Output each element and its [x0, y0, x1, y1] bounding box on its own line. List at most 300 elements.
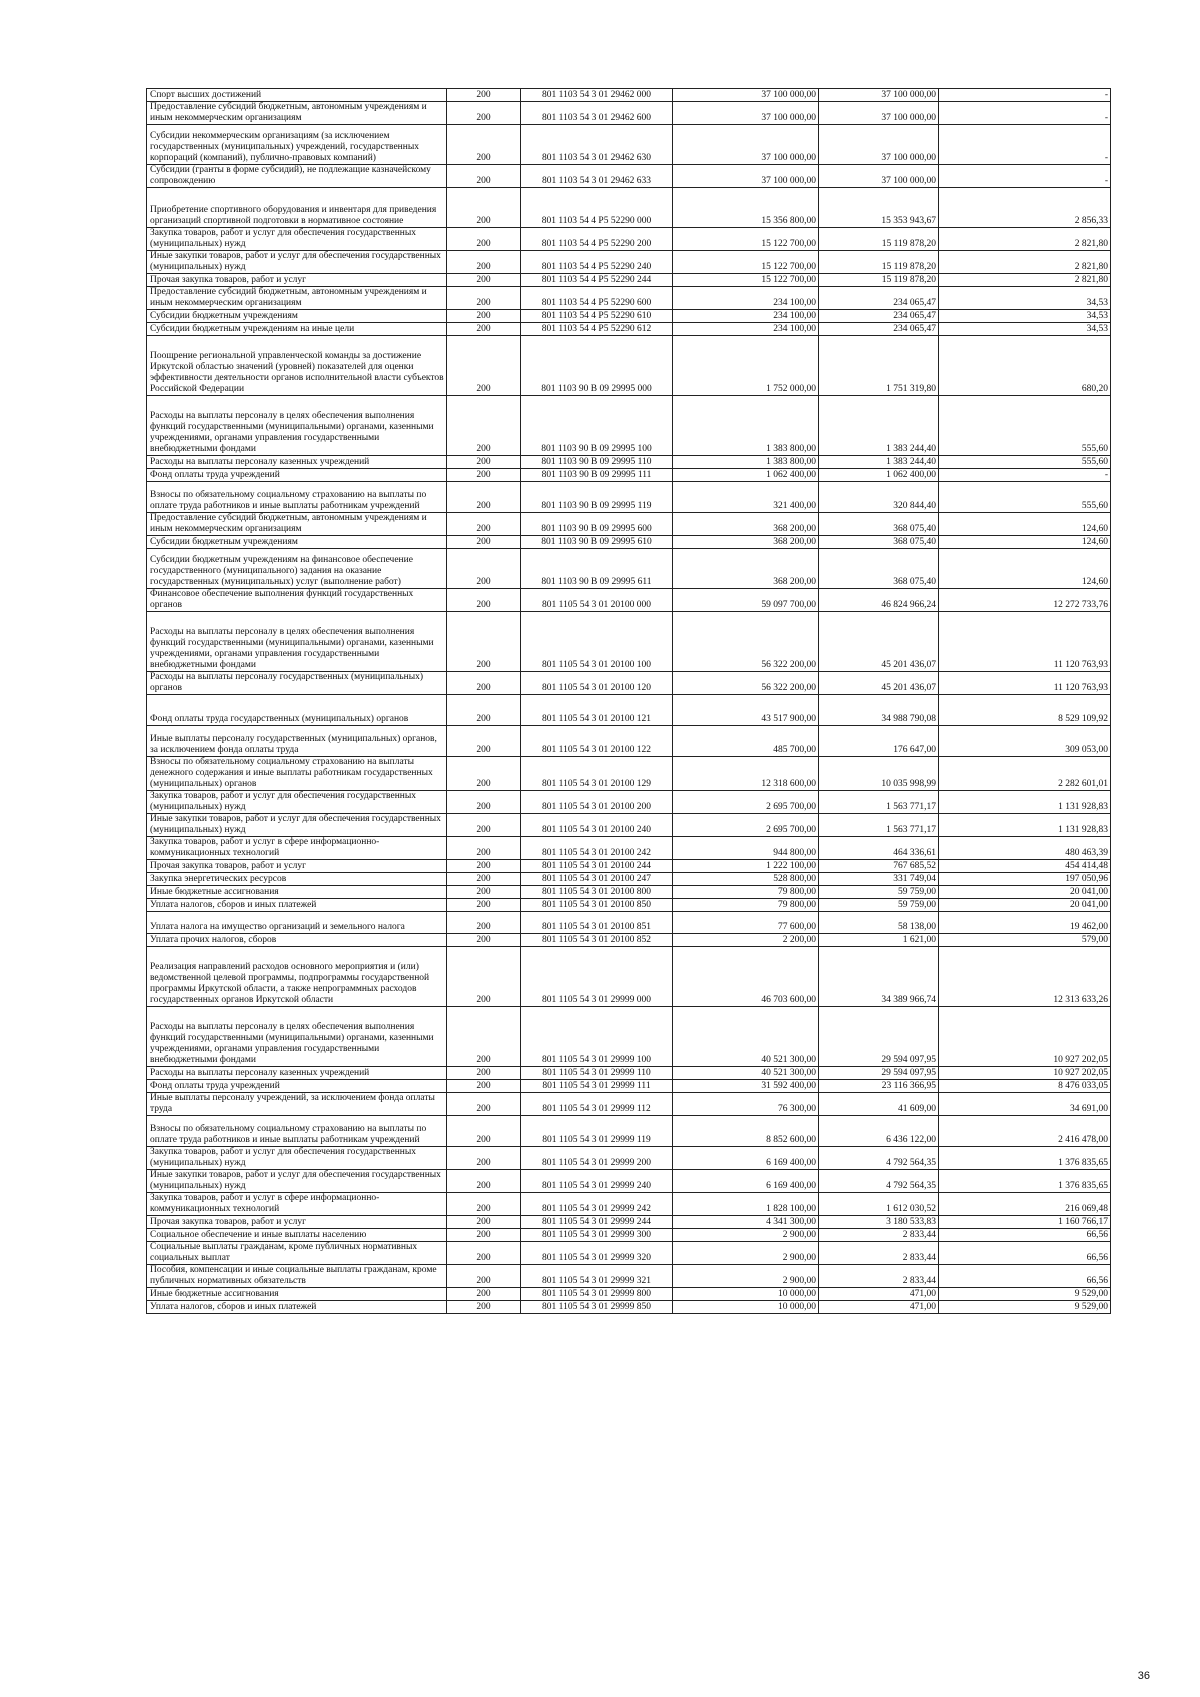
row-line-code: 200 — [447, 873, 521, 886]
row-budget-code: 801 1103 54 3 01 29462 633 — [521, 165, 673, 188]
row-name: Спорт высших достижений — [147, 89, 447, 102]
table-row — [147, 287, 1111, 310]
row-executed: 2 833,44 — [819, 1242, 939, 1265]
row-budget-code: 801 1103 54 4 P5 52290 600 — [521, 287, 673, 310]
row-unexecuted: 2 821,80 — [939, 274, 1111, 287]
row-name: Расходы на выплаты персоналу в целях обеспечения выполнения функций государственными (муниципальными) органами, казенными учреждениями, органами управления государственными внебюджетными фондами — [147, 396, 447, 456]
row-line-code: 200 — [447, 1093, 521, 1116]
row-name: Прочая закупка товаров, работ и услуг — [147, 274, 447, 287]
row-unexecuted: 555,60 — [939, 396, 1111, 456]
row-budget-code: 801 1105 54 3 01 20100 851 — [521, 912, 673, 934]
table-row — [147, 899, 1111, 912]
row-line-code: 200 — [447, 536, 521, 549]
table-row — [147, 947, 1111, 1007]
row-line-code: 200 — [447, 274, 521, 287]
row-approved: 234 100,00 — [673, 323, 819, 336]
table-row — [147, 513, 1111, 536]
row-executed: 368 075,40 — [819, 549, 939, 589]
row-unexecuted: 2 821,80 — [939, 228, 1111, 251]
row-budget-code: 801 1105 54 3 01 20100 100 — [521, 612, 673, 672]
row-line-code: 200 — [447, 912, 521, 934]
row-approved: 10 000,00 — [673, 1301, 819, 1314]
table-row — [147, 188, 1111, 228]
row-executed: 15 119 878,20 — [819, 251, 939, 274]
row-line-code: 200 — [447, 549, 521, 589]
table-row — [147, 1242, 1111, 1265]
row-unexecuted: 1 376 835,65 — [939, 1170, 1111, 1193]
row-name: Социальные выплаты гражданам, кроме публичных нормативных социальных выплат — [147, 1242, 447, 1265]
row-name: Реализация направлений расходов основного мероприятия и (или) ведомственной целевой программы, подпрограммы государственной программы Иркутской области, а также непрограммных расходов государственных органов Иркутской области — [147, 947, 447, 1007]
row-unexecuted: 10 927 202,05 — [939, 1067, 1111, 1080]
row-approved: 79 800,00 — [673, 899, 819, 912]
row-line-code: 200 — [447, 947, 521, 1007]
table-row — [147, 1193, 1111, 1216]
row-unexecuted: 555,60 — [939, 482, 1111, 513]
row-approved: 2 695 700,00 — [673, 814, 819, 837]
table-row — [147, 536, 1111, 549]
table-row — [147, 336, 1111, 396]
row-line-code: 200 — [447, 1216, 521, 1229]
row-executed: 234 065,47 — [819, 287, 939, 310]
row-unexecuted: 2 416 478,00 — [939, 1116, 1111, 1147]
row-name: Субсидии некоммерческим организациям (за исключением государственных (муниципальных) учреждений, государственных корпораций (компаний), публично-правовых компаний) — [147, 125, 447, 165]
row-approved: 321 400,00 — [673, 482, 819, 513]
row-budget-code: 801 1105 54 3 01 29999 850 — [521, 1301, 673, 1314]
table-row — [147, 274, 1111, 287]
row-executed: 2 833,44 — [819, 1229, 939, 1242]
row-name: Финансовое обеспечение выполнения функций государственных органов — [147, 589, 447, 612]
row-executed: 37 100 000,00 — [819, 165, 939, 188]
table-body — [147, 89, 1111, 1314]
row-name: Расходы на выплаты персоналу государственных (муниципальных) органов — [147, 672, 447, 695]
row-name: Закупка товаров, работ и услуг в сфере информационно-коммуникационных технологий — [147, 1193, 447, 1216]
row-unexecuted: 309 053,00 — [939, 726, 1111, 757]
table-row — [147, 1007, 1111, 1067]
row-approved: 2 695 700,00 — [673, 791, 819, 814]
row-line-code: 200 — [447, 336, 521, 396]
row-name: Расходы на выплаты персоналу казенных учреждений — [147, 1067, 447, 1080]
row-line-code: 200 — [447, 1147, 521, 1170]
table-row — [147, 1301, 1111, 1314]
row-budget-code: 801 1103 90 В 09 29995 610 — [521, 536, 673, 549]
row-unexecuted: 1 160 766,17 — [939, 1216, 1111, 1229]
row-budget-code: 801 1105 54 3 01 20100 850 — [521, 899, 673, 912]
row-budget-code: 801 1105 54 3 01 29999 300 — [521, 1229, 673, 1242]
row-name: Расходы на выплаты персоналу в целях обеспечения выполнения функций государственными (муниципальными) органами, казенными учреждениями, органами управления государственными внебюджетными фондами — [147, 1007, 447, 1067]
row-approved: 368 200,00 — [673, 536, 819, 549]
row-line-code: 200 — [447, 1007, 521, 1067]
row-budget-code: 801 1105 54 3 01 20100 240 — [521, 814, 673, 837]
row-unexecuted: 66,56 — [939, 1265, 1111, 1288]
row-unexecuted: 2 821,80 — [939, 251, 1111, 274]
table-row — [147, 251, 1111, 274]
row-name: Закупка товаров, работ и услуг для обеспечения государственных (муниципальных) нужд — [147, 228, 447, 251]
row-approved: 6 169 400,00 — [673, 1147, 819, 1170]
table-row — [147, 1147, 1111, 1170]
row-unexecuted: 680,20 — [939, 336, 1111, 396]
row-approved: 56 322 200,00 — [673, 672, 819, 695]
row-line-code: 200 — [447, 125, 521, 165]
row-name: Закупка энергетических ресурсов — [147, 873, 447, 886]
table-row — [147, 1265, 1111, 1288]
row-budget-code: 801 1105 54 3 01 20100 122 — [521, 726, 673, 757]
row-line-code: 200 — [447, 672, 521, 695]
row-approved: 37 100 000,00 — [673, 125, 819, 165]
row-unexecuted: 2 282 601,01 — [939, 757, 1111, 791]
row-executed: 1 621,00 — [819, 934, 939, 947]
row-budget-code: 801 1105 54 3 01 20100 247 — [521, 873, 673, 886]
row-budget-code: 801 1105 54 3 01 29999 242 — [521, 1193, 673, 1216]
table-row — [147, 726, 1111, 757]
row-unexecuted: 34,53 — [939, 310, 1111, 323]
row-unexecuted: 9 529,00 — [939, 1288, 1111, 1301]
row-executed: 1 383 244,40 — [819, 456, 939, 469]
row-budget-code: 801 1103 54 3 01 29462 600 — [521, 102, 673, 125]
row-budget-code: 801 1105 54 3 01 29999 112 — [521, 1093, 673, 1116]
row-approved: 485 700,00 — [673, 726, 819, 757]
row-executed: 45 201 436,07 — [819, 672, 939, 695]
row-line-code: 200 — [447, 323, 521, 336]
row-line-code: 200 — [447, 482, 521, 513]
row-approved: 77 600,00 — [673, 912, 819, 934]
row-approved: 15 356 800,00 — [673, 188, 819, 228]
row-approved: 12 318 600,00 — [673, 757, 819, 791]
row-name: Предоставление субсидий бюджетным, автономным учреждениям и иным некоммерческим организациям — [147, 513, 447, 536]
row-name: Закупка товаров, работ и услуг в сфере информационно-коммуникационных технологий — [147, 837, 447, 860]
row-unexecuted: - — [939, 165, 1111, 188]
row-unexecuted: 34,53 — [939, 287, 1111, 310]
row-executed: 471,00 — [819, 1301, 939, 1314]
row-name: Фонд оплаты труда государственных (муниципальных) органов — [147, 695, 447, 726]
row-name: Субсидии бюджетным учреждениям на финансовое обеспечение государственного (муниципального) задания на оказание государственных (муниципальных) услуг (выполнение работ) — [147, 549, 447, 589]
row-unexecuted: - — [939, 89, 1111, 102]
row-name: Субсидии бюджетным учреждениям — [147, 310, 447, 323]
row-approved: 6 169 400,00 — [673, 1170, 819, 1193]
table-row — [147, 860, 1111, 873]
table-row — [147, 934, 1111, 947]
row-name: Приобретение спортивного оборудования и инвентаря для приведения организаций спортивной подготовки в нормативное состояние — [147, 188, 447, 228]
row-approved: 40 521 300,00 — [673, 1007, 819, 1067]
row-executed: 45 201 436,07 — [819, 612, 939, 672]
row-line-code: 200 — [447, 886, 521, 899]
row-approved: 10 000,00 — [673, 1288, 819, 1301]
row-executed: 37 100 000,00 — [819, 89, 939, 102]
row-approved: 1 062 400,00 — [673, 469, 819, 482]
row-approved: 368 200,00 — [673, 549, 819, 589]
row-unexecuted: 1 131 928,83 — [939, 791, 1111, 814]
row-executed: 234 065,47 — [819, 323, 939, 336]
row-executed: 15 119 878,20 — [819, 228, 939, 251]
row-line-code: 200 — [447, 396, 521, 456]
row-line-code: 200 — [447, 726, 521, 757]
row-unexecuted: 19 462,00 — [939, 912, 1111, 934]
row-line-code: 200 — [447, 1229, 521, 1242]
row-line-code: 200 — [447, 791, 521, 814]
table-row — [147, 125, 1111, 165]
row-executed: 1 751 319,80 — [819, 336, 939, 396]
row-approved: 46 703 600,00 — [673, 947, 819, 1007]
row-budget-code: 801 1105 54 3 01 29999 119 — [521, 1116, 673, 1147]
row-line-code: 200 — [447, 1067, 521, 1080]
row-unexecuted: 124,60 — [939, 513, 1111, 536]
row-name: Субсидии бюджетным учреждениям — [147, 536, 447, 549]
row-budget-code: 801 1103 54 3 01 29462 000 — [521, 89, 673, 102]
row-approved: 1 828 100,00 — [673, 1193, 819, 1216]
row-approved: 43 517 900,00 — [673, 695, 819, 726]
table-row — [147, 323, 1111, 336]
table-row — [147, 1116, 1111, 1147]
row-name: Иные бюджетные ассигнования — [147, 1288, 447, 1301]
row-unexecuted: 124,60 — [939, 536, 1111, 549]
row-budget-code: 801 1105 54 3 01 20100 200 — [521, 791, 673, 814]
row-executed: 10 035 998,99 — [819, 757, 939, 791]
table-row — [147, 695, 1111, 726]
row-unexecuted: 454 414,48 — [939, 860, 1111, 873]
row-name: Иные закупки товаров, работ и услуг для обеспечения государственных (муниципальных) нужд — [147, 1170, 447, 1193]
row-name: Предоставление субсидий бюджетным, автономным учреждениям и иным некоммерческим организациям — [147, 102, 447, 125]
row-line-code: 200 — [447, 1116, 521, 1147]
table-row — [147, 1170, 1111, 1193]
row-executed: 1 612 030,52 — [819, 1193, 939, 1216]
row-approved: 4 341 300,00 — [673, 1216, 819, 1229]
row-budget-code: 801 1103 54 4 P5 52290 000 — [521, 188, 673, 228]
budget-execution-table — [146, 88, 1111, 1314]
row-approved: 15 122 700,00 — [673, 228, 819, 251]
row-budget-code: 801 1105 54 3 01 20100 121 — [521, 695, 673, 726]
row-unexecuted: 66,56 — [939, 1242, 1111, 1265]
row-budget-code: 801 1103 90 В 09 29995 100 — [521, 396, 673, 456]
row-line-code: 200 — [447, 310, 521, 323]
row-budget-code: 801 1105 54 3 01 29999 800 — [521, 1288, 673, 1301]
table-row — [147, 612, 1111, 672]
row-unexecuted: - — [939, 469, 1111, 482]
row-approved: 2 900,00 — [673, 1242, 819, 1265]
row-budget-code: 801 1105 54 3 01 20100 244 — [521, 860, 673, 873]
row-unexecuted: 124,60 — [939, 549, 1111, 589]
row-unexecuted: 20 041,00 — [939, 886, 1111, 899]
row-executed: 59 759,00 — [819, 886, 939, 899]
row-budget-code: 801 1103 90 В 09 29995 119 — [521, 482, 673, 513]
row-executed: 15 353 943,67 — [819, 188, 939, 228]
row-line-code: 200 — [447, 899, 521, 912]
row-unexecuted: 9 529,00 — [939, 1301, 1111, 1314]
row-line-code: 200 — [447, 934, 521, 947]
row-executed: 1 563 771,17 — [819, 814, 939, 837]
row-line-code: 200 — [447, 287, 521, 310]
row-line-code: 200 — [447, 695, 521, 726]
row-unexecuted: 579,00 — [939, 934, 1111, 947]
row-approved: 37 100 000,00 — [673, 89, 819, 102]
row-budget-code: 801 1103 90 В 09 29995 000 — [521, 336, 673, 396]
row-name: Расходы на выплаты персоналу в целях обеспечения выполнения функций государственными (муниципальными) органами, казенными учреждениями, органами управления государственными внебюджетными фондами — [147, 612, 447, 672]
table-row — [147, 912, 1111, 934]
row-approved: 1 752 000,00 — [673, 336, 819, 396]
row-name: Уплата налогов, сборов и иных платежей — [147, 899, 447, 912]
table-row — [147, 1288, 1111, 1301]
row-approved: 1 222 100,00 — [673, 860, 819, 873]
table-row — [147, 1216, 1111, 1229]
row-budget-code: 801 1105 54 3 01 29999 240 — [521, 1170, 673, 1193]
table-row — [147, 757, 1111, 791]
row-line-code: 200 — [447, 188, 521, 228]
table-row — [147, 837, 1111, 860]
row-executed: 29 594 097,95 — [819, 1067, 939, 1080]
row-unexecuted: 11 120 763,93 — [939, 612, 1111, 672]
row-executed: 767 685,52 — [819, 860, 939, 873]
row-line-code: 200 — [447, 860, 521, 873]
row-name: Иные закупки товаров, работ и услуг для обеспечения государственных (муниципальных) нужд — [147, 251, 447, 274]
row-name: Прочая закупка товаров, работ и услуг — [147, 860, 447, 873]
row-approved: 944 800,00 — [673, 837, 819, 860]
row-unexecuted: 10 927 202,05 — [939, 1007, 1111, 1067]
row-line-code: 200 — [447, 1265, 521, 1288]
table-row — [147, 482, 1111, 513]
row-name: Иные выплаты персоналу государственных (муниципальных) органов, за исключением фонда оплаты труда — [147, 726, 447, 757]
row-name: Фонд оплаты труда учреждений — [147, 1080, 447, 1093]
row-budget-code: 801 1103 90 В 09 29995 110 — [521, 456, 673, 469]
row-unexecuted: 1 131 928,83 — [939, 814, 1111, 837]
table-row — [147, 791, 1111, 814]
row-executed: 37 100 000,00 — [819, 102, 939, 125]
row-unexecuted: 34 691,00 — [939, 1093, 1111, 1116]
row-approved: 234 100,00 — [673, 310, 819, 323]
row-executed: 3 180 533,83 — [819, 1216, 939, 1229]
row-approved: 2 900,00 — [673, 1229, 819, 1242]
row-unexecuted: 12 313 633,26 — [939, 947, 1111, 1007]
row-unexecuted: 66,56 — [939, 1229, 1111, 1242]
row-executed: 176 647,00 — [819, 726, 939, 757]
table-row — [147, 886, 1111, 899]
row-approved: 31 592 400,00 — [673, 1080, 819, 1093]
row-unexecuted: 8 476 033,05 — [939, 1080, 1111, 1093]
row-line-code: 200 — [447, 102, 521, 125]
row-name: Иные выплаты персоналу учреждений, за исключением фонда оплаты труда — [147, 1093, 447, 1116]
row-budget-code: 801 1105 54 3 01 20100 129 — [521, 757, 673, 791]
row-line-code: 200 — [447, 589, 521, 612]
row-unexecuted: 555,60 — [939, 456, 1111, 469]
row-budget-code: 801 1103 54 4 P5 52290 610 — [521, 310, 673, 323]
row-approved: 2 200,00 — [673, 934, 819, 947]
row-name: Уплата налогов, сборов и иных платежей — [147, 1301, 447, 1314]
row-executed: 320 844,40 — [819, 482, 939, 513]
row-executed: 34 389 966,74 — [819, 947, 939, 1007]
table-row — [147, 89, 1111, 102]
row-name: Взносы по обязательному социальному страхованию на выплаты по оплате труда работников и иные выплаты работникам учреждений — [147, 1116, 447, 1147]
row-name: Расходы на выплаты персоналу казенных учреждений — [147, 456, 447, 469]
row-line-code: 200 — [447, 251, 521, 274]
row-budget-code: 801 1103 54 4 P5 52290 240 — [521, 251, 673, 274]
table-row — [147, 469, 1111, 482]
row-line-code: 200 — [447, 1288, 521, 1301]
row-budget-code: 801 1103 90 В 09 29995 611 — [521, 549, 673, 589]
row-unexecuted: - — [939, 102, 1111, 125]
row-executed: 37 100 000,00 — [819, 125, 939, 165]
row-line-code: 200 — [447, 837, 521, 860]
row-budget-code: 801 1103 90 В 09 29995 111 — [521, 469, 673, 482]
table-row — [147, 456, 1111, 469]
row-executed: 331 749,04 — [819, 873, 939, 886]
table-row — [147, 1229, 1111, 1242]
row-executed: 1 062 400,00 — [819, 469, 939, 482]
table-row — [147, 228, 1111, 251]
table-row — [147, 396, 1111, 456]
row-name: Закупка товаров, работ и услуг для обеспечения государственных (муниципальных) нужд — [147, 1147, 447, 1170]
row-name: Социальное обеспечение и иные выплаты населению — [147, 1229, 447, 1242]
row-name: Предоставление субсидий бюджетным, автономным учреждениям и иным некоммерческим организациям — [147, 287, 447, 310]
row-approved: 2 900,00 — [673, 1265, 819, 1288]
row-unexecuted: 480 463,39 — [939, 837, 1111, 860]
row-unexecuted: 34,53 — [939, 323, 1111, 336]
row-executed: 4 792 564,35 — [819, 1170, 939, 1193]
row-line-code: 200 — [447, 1193, 521, 1216]
row-budget-code: 801 1105 54 3 01 29999 111 — [521, 1080, 673, 1093]
row-unexecuted: 11 120 763,93 — [939, 672, 1111, 695]
table-row — [147, 1093, 1111, 1116]
row-executed: 234 065,47 — [819, 310, 939, 323]
row-executed: 368 075,40 — [819, 513, 939, 536]
row-name: Субсидии бюджетным учреждениям на иные цели — [147, 323, 447, 336]
row-line-code: 200 — [447, 1080, 521, 1093]
row-line-code: 200 — [447, 1170, 521, 1193]
row-budget-code: 801 1105 54 3 01 29999 000 — [521, 947, 673, 1007]
row-executed: 6 436 122,00 — [819, 1116, 939, 1147]
row-budget-code: 801 1103 54 4 P5 52290 200 — [521, 228, 673, 251]
row-approved: 76 300,00 — [673, 1093, 819, 1116]
row-name: Иные закупки товаров, работ и услуг для обеспечения государственных (муниципальных) нужд — [147, 814, 447, 837]
row-approved: 56 322 200,00 — [673, 612, 819, 672]
row-name: Взносы по обязательному социальному страхованию на выплаты денежного содержания и иные выплаты работникам государственных (муниципальных) органов — [147, 757, 447, 791]
row-budget-code: 801 1105 54 3 01 29999 100 — [521, 1007, 673, 1067]
row-name: Уплата прочих налогов, сборов — [147, 934, 447, 947]
row-approved: 528 800,00 — [673, 873, 819, 886]
row-budget-code: 801 1103 54 4 P5 52290 612 — [521, 323, 673, 336]
table-row — [147, 814, 1111, 837]
row-approved: 1 383 800,00 — [673, 396, 819, 456]
row-line-code: 200 — [447, 513, 521, 536]
table-row — [147, 102, 1111, 125]
row-line-code: 200 — [447, 1242, 521, 1265]
table-row — [147, 1080, 1111, 1093]
row-approved: 1 383 800,00 — [673, 456, 819, 469]
table-row — [147, 549, 1111, 589]
row-executed: 368 075,40 — [819, 536, 939, 549]
row-approved: 15 122 700,00 — [673, 251, 819, 274]
row-executed: 1 383 244,40 — [819, 396, 939, 456]
table-row — [147, 672, 1111, 695]
row-executed: 41 609,00 — [819, 1093, 939, 1116]
table-row — [147, 589, 1111, 612]
row-unexecuted: 20 041,00 — [939, 899, 1111, 912]
row-name: Уплата налога на имущество организаций и земельного налога — [147, 912, 447, 934]
row-line-code: 200 — [447, 1301, 521, 1314]
row-line-code: 200 — [447, 612, 521, 672]
row-line-code: 200 — [447, 89, 521, 102]
table-row — [147, 310, 1111, 323]
row-executed: 23 116 366,95 — [819, 1080, 939, 1093]
row-budget-code: 801 1105 54 3 01 29999 110 — [521, 1067, 673, 1080]
row-budget-code: 801 1105 54 3 01 20100 120 — [521, 672, 673, 695]
row-budget-code: 801 1103 54 4 P5 52290 244 — [521, 274, 673, 287]
row-executed: 4 792 564,35 — [819, 1147, 939, 1170]
row-line-code: 200 — [447, 456, 521, 469]
row-line-code: 200 — [447, 757, 521, 791]
row-budget-code: 801 1105 54 3 01 29999 244 — [521, 1216, 673, 1229]
row-name: Фонд оплаты труда учреждений — [147, 469, 447, 482]
row-executed: 34 988 790,08 — [819, 695, 939, 726]
row-executed: 1 563 771,17 — [819, 791, 939, 814]
row-unexecuted: 2 856,33 — [939, 188, 1111, 228]
row-budget-code: 801 1103 90 В 09 29995 600 — [521, 513, 673, 536]
